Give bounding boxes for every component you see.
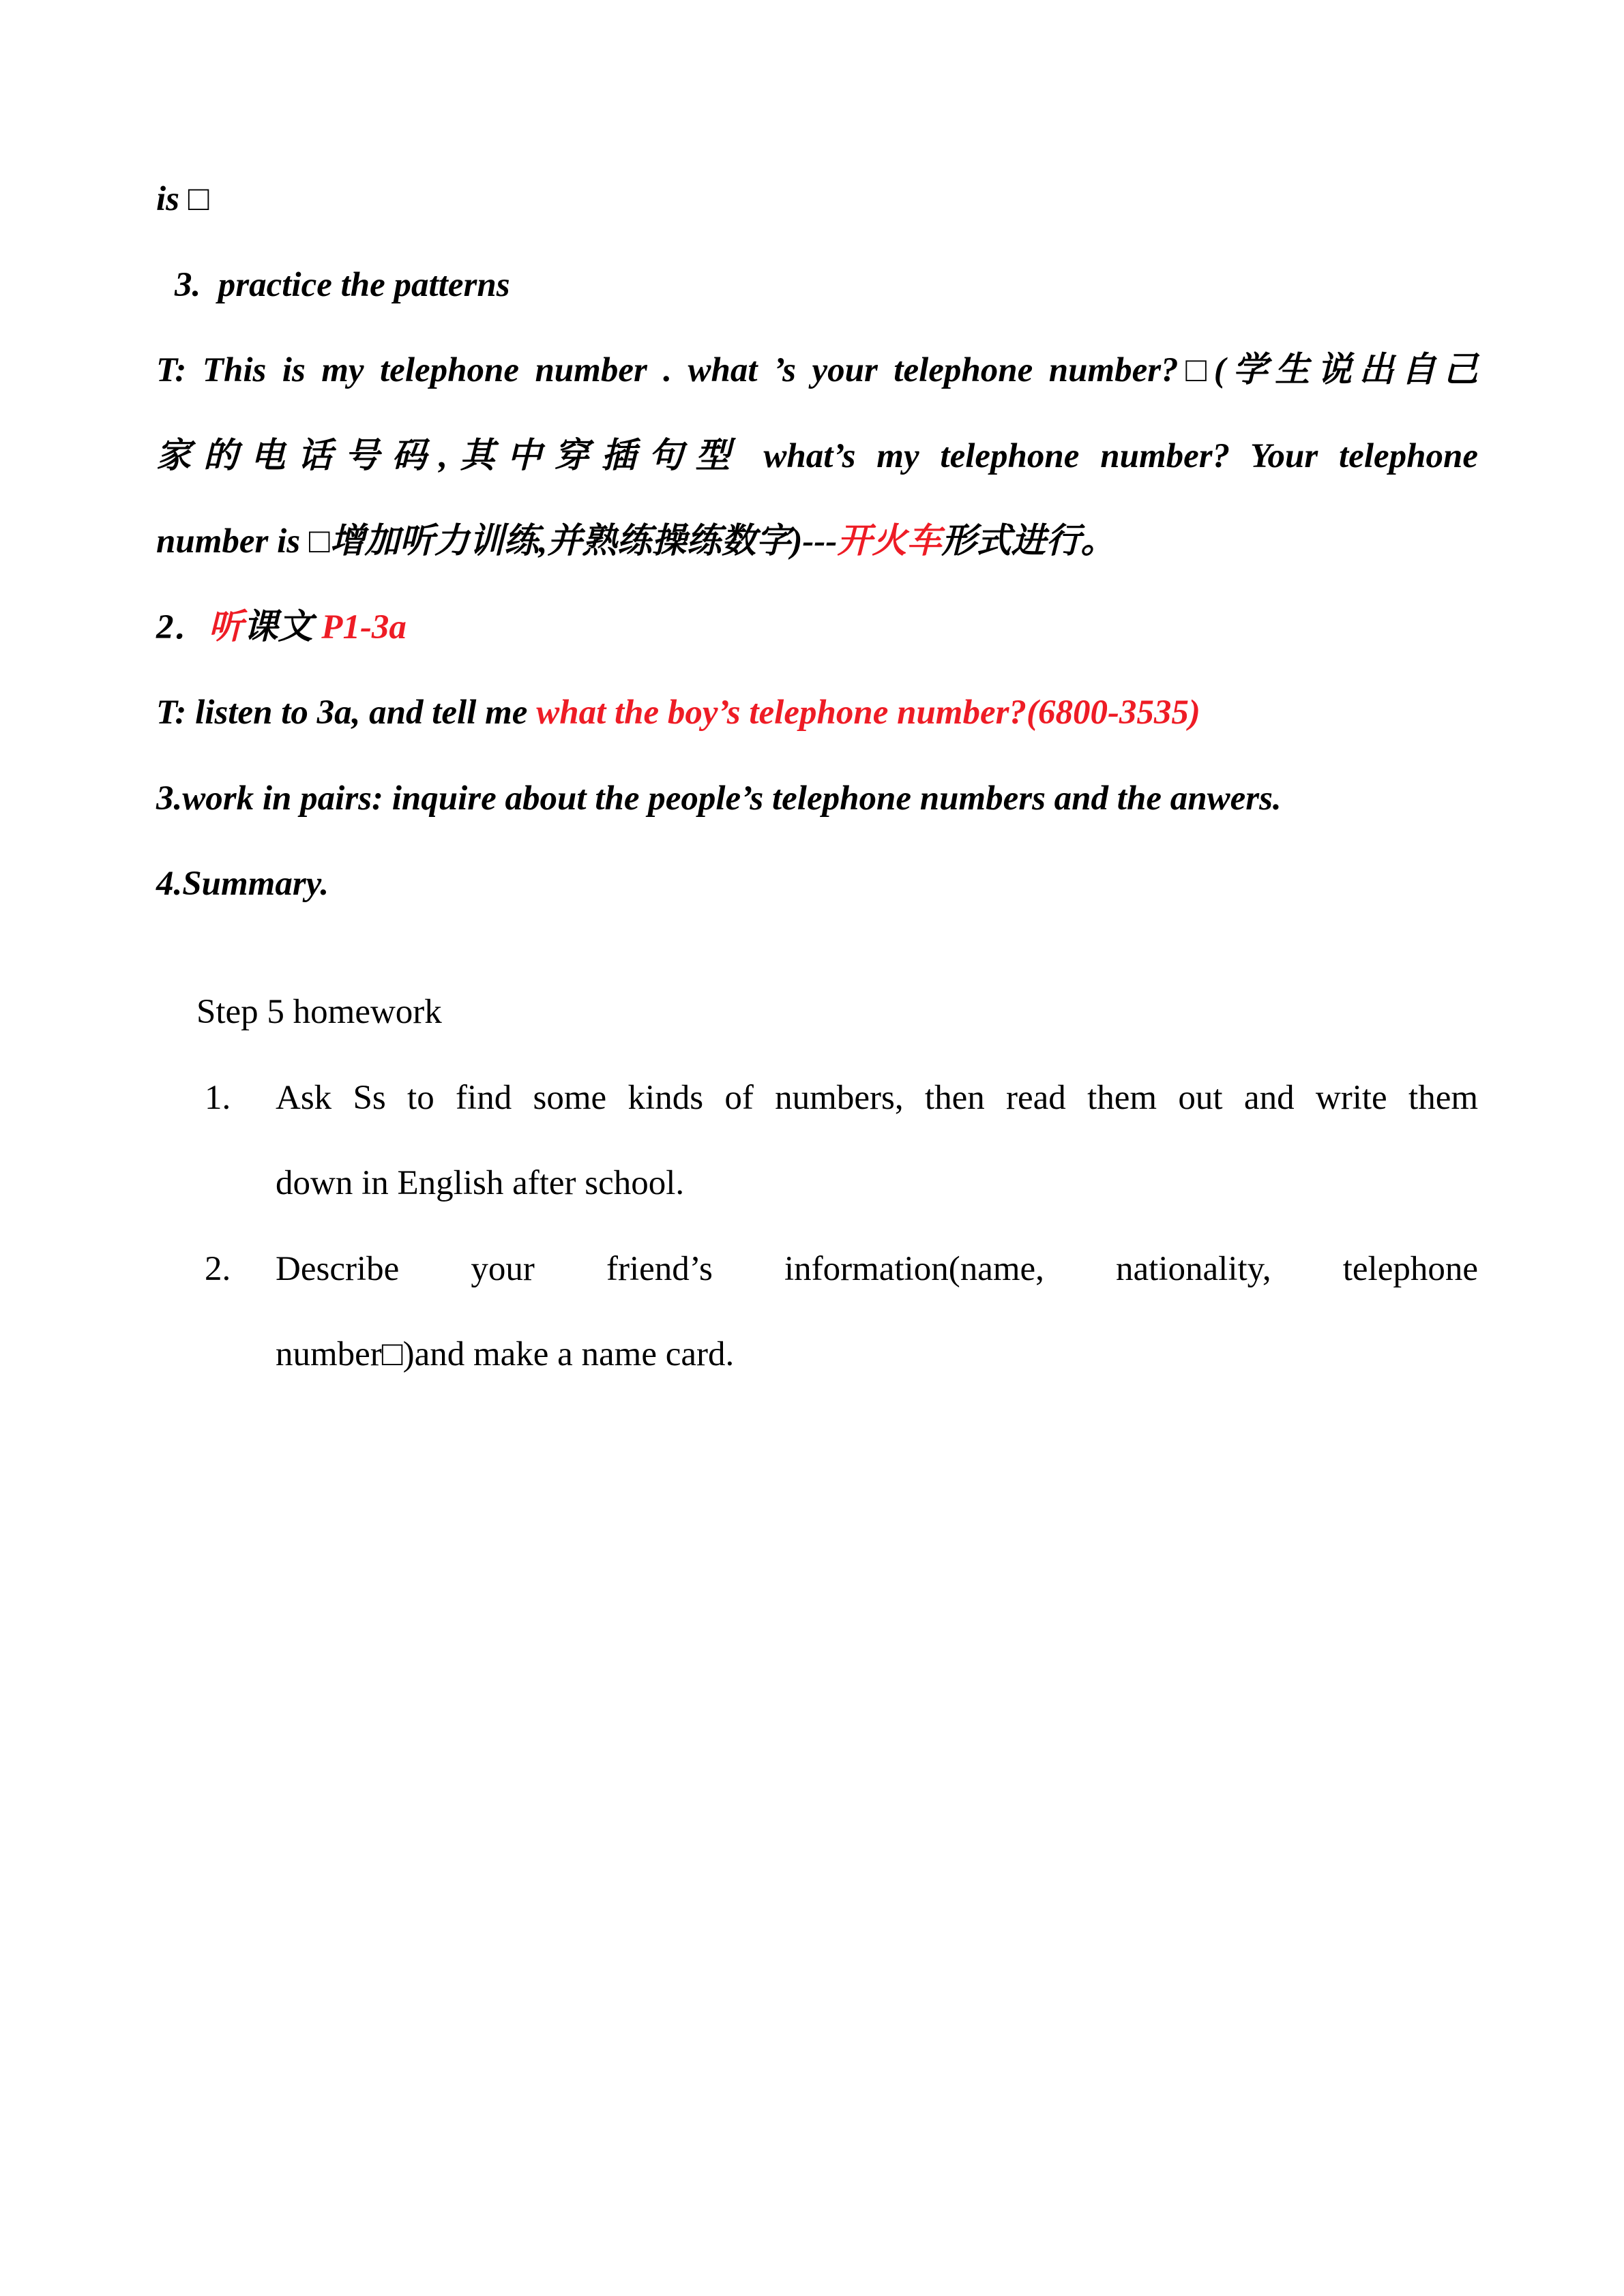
- teacher-line-3-red: 开火车: [837, 522, 942, 561]
- homework-heading: [196, 970, 1518, 1055]
- homework-item-2-line-2: [276, 1312, 1478, 1397]
- listen-task-text: T: listen to 3a, and tell me: [156, 694, 537, 732]
- teacher-line-2: [156, 414, 1478, 499]
- listen-task-line: [156, 670, 1478, 756]
- teacher-line-1: [156, 328, 1478, 413]
- practice-text: practice the patterns: [218, 266, 510, 304]
- pair-work-line: [156, 756, 1478, 841]
- summary-line: [156, 841, 1478, 927]
- practice-patterns-heading: [175, 243, 1496, 328]
- listen-page-ref: P1-3a: [321, 608, 407, 646]
- continuation-line: [156, 157, 1478, 242]
- summary-text: 4.Summary.: [156, 865, 329, 903]
- teacher-line-3-part-a: number is □增加听力训练,并熟练操练数字)---: [156, 522, 838, 561]
- practice-number: 3.: [175, 266, 201, 304]
- homework-item-1-text-1: Ask Ss to find some kinds of numbers, then read them out and write them: [276, 1079, 1478, 1117]
- pair-work-text: 3.work in pairs: inquire about the people’s telephone numbers and the anwers.: [156, 779, 1282, 818]
- listen-number: 2．: [156, 608, 209, 646]
- listen-task-question: what the boy’s telephone number?(6800-3535): [536, 694, 1200, 732]
- listen-mid-text: 课文: [243, 608, 313, 646]
- homework-item-1-line-2: [276, 1141, 1478, 1226]
- teacher-line-1-text: T: This is my telephone number . what ’s your telephone number?□(学生说出自己: [156, 351, 1478, 389]
- listen-heading: [156, 585, 1478, 670]
- teacher-line-2-text: 家的电话号码,其中穿插句型 what’s my telephone number? Your telephone: [156, 437, 1478, 475]
- homework-item-1-text-2: down in English after school.: [276, 1164, 685, 1202]
- homework-item-2-text-1: Describe your friend’s information(name, nationality, telephone: [276, 1250, 1478, 1288]
- homework-item-2-text-2: number□)and make a name card.: [276, 1335, 735, 1373]
- teacher-line-3: [156, 499, 1478, 584]
- teacher-line-3-part-b: 形式进行。: [941, 522, 1116, 561]
- homework-item-2-line-1: [276, 1227, 1478, 1312]
- homework-item-1-line-1: [276, 1056, 1478, 1141]
- continuation-text: is □: [156, 180, 209, 218]
- homework-item-2-number: 2.: [205, 1250, 231, 1288]
- homework-item-1-number: 1.: [205, 1079, 231, 1117]
- homework-heading-text: Step 5 homework: [196, 993, 442, 1031]
- listen-red-word: 听: [208, 608, 243, 646]
